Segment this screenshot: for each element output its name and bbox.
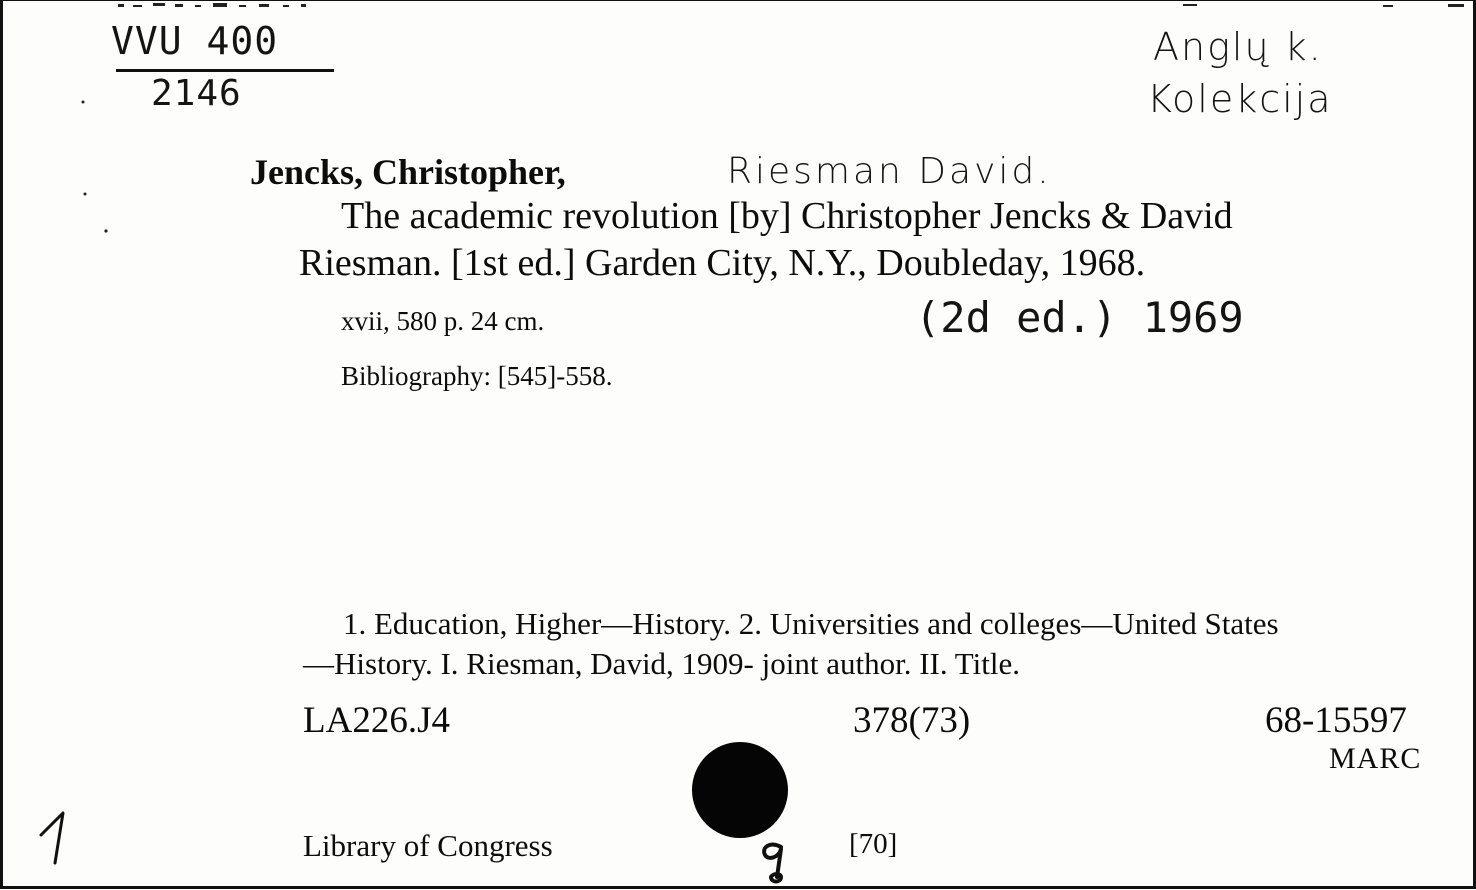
call-number-divider <box>116 69 334 72</box>
handwritten-one-mark-icon <box>35 809 95 865</box>
bibliography-note: Bibliography: [545]-558. <box>341 361 613 391</box>
lc-classification: LA226.J4 <box>303 700 450 741</box>
punch-hole-icon <box>692 742 788 838</box>
collection-label: Kolekcija <box>1147 77 1333 121</box>
coauthor-annotation: Riesman David. <box>727 151 1052 192</box>
lc-card-number: 68-15597 <box>1265 700 1407 741</box>
call-number-class: VVU 400 <box>111 19 279 63</box>
language-label: Anglų k. <box>1153 25 1323 69</box>
tracings-line-2: —History. I. Riesman, David, 1909- joint author. II. Title. <box>303 646 1020 681</box>
print-code: [70] <box>849 828 898 860</box>
marc-label: MARC <box>1329 742 1422 775</box>
title-statement-line-1: The academic revolution [by] Christopher Jencks & David <box>341 195 1233 237</box>
library-name: Library of Congress <box>303 828 553 863</box>
tracings-line-1: 1. Education, Higher—History. 2. Universities and colleges—United States <box>343 606 1279 641</box>
main-entry-author: Jencks, Christopher, <box>250 152 566 192</box>
title-statement-line-2: Riesman. [1st ed.] Garden City, N.Y., Doubleday, 1968. <box>299 242 1146 284</box>
handwritten-q-mark-icon <box>757 839 791 885</box>
call-number-item: 2146 <box>151 73 242 114</box>
dewey-classification: 378(73) <box>853 700 971 741</box>
edition-annotation: (2d ed.) 1969 <box>915 293 1244 342</box>
collation: xvii, 580 p. 24 cm. <box>341 306 545 336</box>
